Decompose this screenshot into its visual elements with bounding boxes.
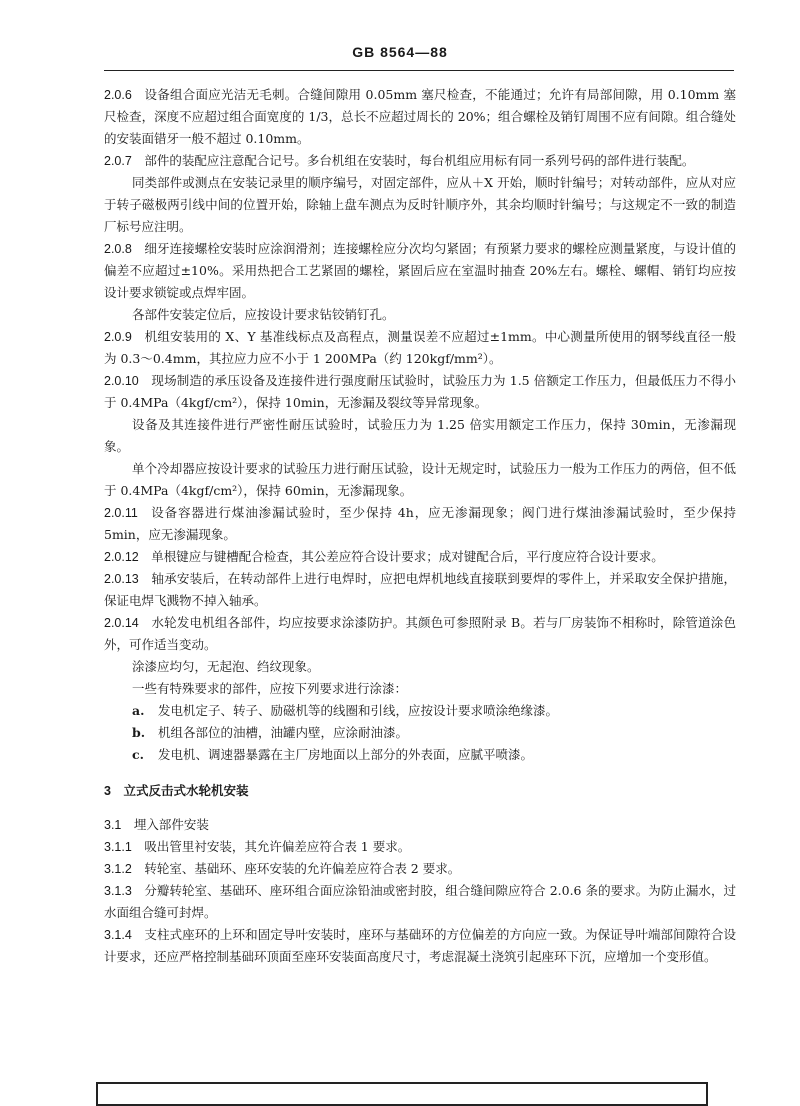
clause-text: 分瓣转轮室、基础环、座环组合面应涂铅油或密封胶，组合缝间隙应符合 2.0.6 条的要求。为防止漏水，过水面组合缝可封焊。 — [104, 883, 736, 920]
clause-text: 细牙连接螺栓安装时应涂润滑剂；连接螺栓应分次均匀紧固；有预紧力要求的螺栓应测量紧度，与设计值的偏差不应超过±10%。采用热把合工艺紧固的螺栓，紧固后应在室温时抽查 20%左右。螺栓、螺帽、销钉均应按设计要求锁锭或点焊牢固。 — [104, 241, 736, 300]
header-rule — [104, 70, 734, 71]
clause-paragraph — [104, 568, 736, 612]
clause-paragraph — [104, 858, 736, 880]
clause-text: 设备及其连接件进行严密性耐压试验时，试验压力为 1.25 倍实用额定工作压力，保持 30min，无渗漏现象。 — [104, 417, 736, 454]
list-item-label: c. — [132, 747, 144, 762]
clause-paragraph — [104, 546, 736, 568]
clause-text: 设备容器进行煤油渗漏试验时，至少保持 4h，应无渗漏现象；阀门进行煤油渗漏试验时，至少保持 5min，应无渗漏现象。 — [104, 505, 736, 542]
clause-paragraph — [104, 84, 736, 150]
clause-text: 涂漆应均匀，无起泡、绉纹现象。 — [132, 659, 320, 674]
body-paragraph — [104, 678, 736, 700]
list-item-text: 机组各部位的油槽，油罐内壁，应涂耐油漆。 — [158, 725, 409, 740]
clause-paragraph — [104, 924, 736, 968]
clause-list — [104, 84, 736, 700]
list-item-label: a. — [132, 703, 145, 718]
clause-paragraph — [104, 612, 736, 656]
clause-text: 机组安装用的 X、Y 基准线标点及高程点，测量误差不应超过±1mm。中心测量所使用的钢琴线直径一般为 0.3～0.4mm，其拉应力应不小于 1 200MPa（约 120kgf/mm²）。 — [104, 329, 736, 366]
list-item-label: b. — [132, 725, 146, 740]
clause-paragraph — [104, 814, 736, 836]
clause-paragraph — [104, 502, 736, 546]
clause-number: 2.0.12 — [104, 550, 139, 564]
clause-number: 2.0.13 — [104, 572, 139, 586]
clause-text: 轴承安装后，在转动部件上进行电焊时，应把电焊机地线直接联到要焊的零件上，并采取安全保护措施，保证电焊飞溅物不掉入轴承。 — [104, 571, 736, 608]
body-paragraph — [104, 656, 736, 678]
clause-number: 3.1.4 — [104, 928, 132, 942]
clause-text: 吸出管里衬安装，其允许偏差应符合表 1 要求。 — [144, 839, 411, 854]
section-heading: 3 立式反击式水轮机安装 — [104, 784, 249, 798]
clause-text: 转轮室、基础环、座环安装的允许偏差应符合表 2 要求。 — [144, 861, 461, 876]
clause-number: 3.1 — [104, 818, 122, 832]
clause-number: 3.1.1 — [104, 840, 132, 854]
clause-paragraph — [104, 370, 736, 414]
clause-paragraph — [104, 238, 736, 304]
clause-text: 单个冷却器应按设计要求的试验压力进行耐压试验，设计无规定时，试验压力一般为工作压力的两倍，但不低于 0.4MPa（4kgf/cm²），保持 60min，无渗漏现象。 — [104, 461, 736, 498]
body-paragraph — [104, 458, 736, 502]
list-item-text: 发电机定子、转子、励磁机等的线圈和引线，应按设计要求喷涂绝缘漆。 — [158, 703, 559, 718]
clause-text: 支柱式座环的上环和固定导叶安装时，座环与基础环的方位偏差的方向应一致。为保证导叶端部间隙符合设计要求，还应严格控制基础环顶面至座环安装面高度尺寸，考虑混凝土浇筑引起座环下沉，应增加一个变形值。 — [104, 927, 736, 964]
list-item — [104, 744, 736, 766]
list-item — [104, 700, 736, 722]
clause-paragraph — [104, 836, 736, 858]
list-item — [104, 722, 736, 744]
clause-text: 单根键应与键槽配合检查，其公差应符合设计要求；成对键配合后，平行度应符合设计要求。 — [151, 549, 664, 564]
clause-number: 2.0.7 — [104, 154, 132, 168]
clause-paragraph — [104, 150, 736, 172]
clause-number: 3.1.2 — [104, 862, 132, 876]
clause-text: 现场制造的承压设备及连接件进行强度耐压试验时，试验压力为 1.5 倍额定工作压力，但最低压力不得小于 0.4MPa（4kgf/cm²），保持 10min，无渗漏及裂纹等异常现象。 — [104, 373, 736, 410]
body-paragraph — [104, 414, 736, 458]
clause-number: 2.0.6 — [104, 88, 132, 102]
clause-text: 部件的装配应注意配合记号。多台机组在安装时，每台机组应用标有同一系列号码的部件进行装配。 — [144, 153, 695, 168]
section3-clauses — [104, 814, 736, 968]
clause-number: 3.1.3 — [104, 884, 132, 898]
clause-number: 2.0.8 — [104, 242, 132, 256]
clause-text: 埋入部件安装 — [133, 817, 209, 832]
clause-number: 2.0.11 — [104, 506, 138, 520]
clause-number: 2.0.9 — [104, 330, 132, 344]
painting-requirements-list — [104, 700, 736, 766]
clause-text: 水轮发电机组各部件，均应按要求涂漆防护。其颜色可参照附录 B。若与厂房装饰不相称时，除管道涂色外，可作适当变动。 — [104, 615, 736, 652]
clause-number: 2.0.10 — [104, 374, 139, 388]
list-item-text: 发电机、调速器暴露在主厂房地面以上部分的外表面，应腻平喷漆。 — [158, 747, 534, 762]
clause-text: 设备组合面应光洁无毛刺。合缝间隙用 0.05mm 塞尺检查，不能通过；允许有局部间隙，用 0.10mm 塞尺检查，深度不应超过组合面宽度的 1/3，总长不应超过周长的 20%；组合螺栓及销钉周围不应有间隙。组合缝处的安装面错牙一般不超过 0.10mm。 — [104, 87, 736, 146]
document-body — [104, 84, 736, 968]
clause-paragraph — [104, 326, 736, 370]
clause-text: 同类部件或测点在安装记录里的顺序编号，对固定部件，应从＋X 开始，顺时针编号；对转动部件，应从对应于转子磁极两引线中间的位置开始，除轴上盘车测点为反时针顺序外，其余均顺时针编号；与这规定不一致的制造厂标号应注明。 — [104, 175, 736, 234]
clause-number: 2.0.14 — [104, 616, 139, 630]
body-paragraph — [104, 304, 736, 326]
body-paragraph — [104, 172, 736, 238]
page-header: GB 8564—88 — [352, 44, 448, 60]
clause-paragraph — [104, 880, 736, 924]
clause-text: 各部件安装定位后，应按设计要求钻铰销钉孔。 — [132, 307, 395, 322]
clause-text: 一些有特殊要求的部件，应按下列要求进行涂漆： — [132, 681, 408, 696]
footer-box — [96, 1082, 708, 1106]
